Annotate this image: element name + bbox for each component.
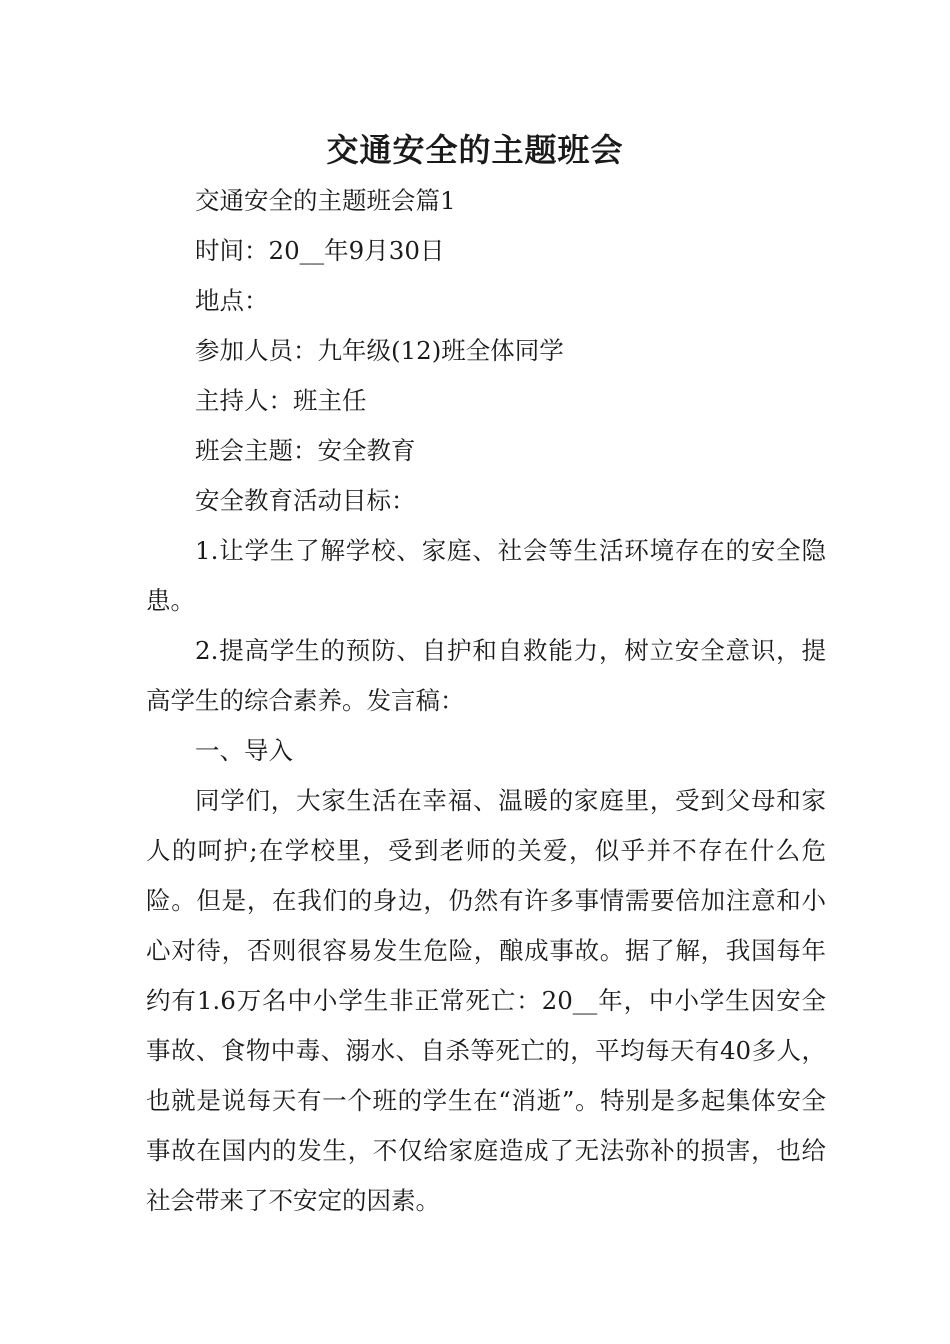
- intro-heading: 一、导入: [195, 736, 293, 765]
- activity-goals-heading: 安全教育活动目标：: [195, 486, 416, 515]
- section-heading: 交通安全的主题班会篇1: [195, 186, 456, 215]
- meeting-time: 时间：20__年9月30日: [195, 236, 445, 265]
- host: 主持人：班主任: [195, 386, 367, 415]
- meeting-location: 地点：: [195, 286, 269, 315]
- goal-item-2: 2.提高学生的预防、自护和自救能力，树立安全意识，提高学生的综合素养。发言稿：: [146, 636, 826, 715]
- intro-paragraph: 同学们，大家生活在幸福、温暖的家庭里，受到父母和家人的呵护;在学校里，受到老师的关爱，似乎并不存在什么危险。但是，在我们的身边，仍然有许多事情需要倍加注意和小心对待，否则很容易发生危险，酿成事故。据了解，我国每年约有1.6万名中小学生非正常死亡：20__年，中小学生因安全事故、食物中毒、溺水、自杀等死亡的，平均每天有40多人，也就是说每天有一个班的学生在“消逝”。特别是多起集体安全事故在国内的发生，不仅给家庭造成了无法弥补的损害，也给社会带来了不安定的因素。: [146, 786, 826, 1215]
- meeting-theme: 班会主题：安全教育: [195, 436, 416, 465]
- document-body: [146, 176, 826, 1226]
- document-title: 交通安全的主题班会: [326, 131, 624, 169]
- goal-item-1: 1.让学生了解学校、家庭、社会等生活环境存在的安全隐患。: [146, 536, 826, 615]
- participants: 参加人员：九年级(12)班全体同学: [195, 336, 564, 365]
